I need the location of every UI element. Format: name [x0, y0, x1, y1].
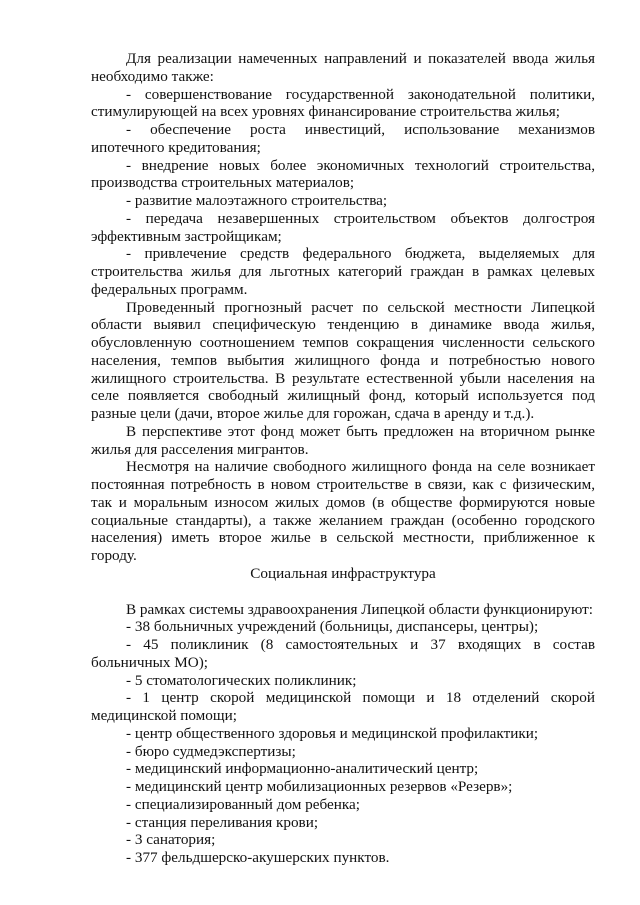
list-item-federal-funds: - привлечение средств федерального бюджета, выделяемых для строительства жилья для льготных категорий граждан в рамках целевых федеральных программ. [91, 245, 595, 298]
list-item-public-health: - центр общественного здоровья и медицинской профилактики; [126, 724, 539, 742]
paragraph-intro: Для реализации намеченных направлений и показателей ввода жилья необходимо также: [91, 50, 595, 85]
page-content [91, 50, 595, 867]
list-item-investments: - обеспечение роста инвестиций, использование механизмов ипотечного кредитования; [91, 121, 595, 156]
list-item-ambulance: - 1 центр скорой медицинской помощи и 18 отделений скорой медицинской помощи; [91, 689, 595, 724]
list-item-info-center: - медицинский информационно-аналитический центр; [126, 760, 479, 778]
list-item-polyclinics: - 45 поликлиник (8 самостоятельных и 37 входящих в состав больничных МО); [91, 636, 595, 671]
spacer [91, 583, 595, 601]
list-item-blood-station: - станция переливания крови; [126, 813, 319, 831]
paragraph-healthcare-intro: В рамках системы здравоохранения Липецкой области функционируют: [126, 600, 594, 618]
paragraph-demand: Несмотря на наличие свободного жилищного фонда на селе возникает постоянная потребность в новом строительстве в связи, как с физическим, так и моральным износом жилых домов (в обществе формируются новые социальные стандарты), а также желанием граждан (особенно городского населения) иметь второе жилье в сельской местности, приближенное к городу. [91, 458, 595, 564]
section-heading: Социальная инфраструктура [250, 564, 436, 582]
list-item-low-rise: - развитие малоэтажного строительства; [126, 192, 388, 209]
list-item-unfinished: - передача незавершенных строительством объектов долгостроя эффективным застройщикам; [91, 209, 595, 245]
list-item-technologies: - внедрение новых более экономичных технологий строительства, производства строительных материалов; [91, 156, 595, 192]
list-item-forensics: - бюро судмедэкспертизы; [126, 742, 296, 760]
list-item-legislation: - совершенствование государственной законодательной политики, стимулирующей на всех уровнях финансирование строительства жилья; [91, 85, 595, 121]
list-item-childrens-home: - специализированный дом ребенка; [126, 795, 360, 813]
paragraph-perspective: В перспективе этот фонд может быть предложен на вторичном рынке жилья для расселения мигрантов. [91, 422, 595, 458]
list-item-dental: - 5 стоматологических поликлиник; [126, 671, 357, 689]
list-item-hospitals: - 38 больничных учреждений (больницы, диспансеры, центры); [126, 618, 539, 636]
paragraph-forecast: Проведенный прогнозный расчет по сельской местности Липецкой области выявил специфическую тенденцию в динамике ввода жилья, обусловленную соотношением темпов сокращения численности сельского населения, темпов выбытия жилищного фонда и потребностью нового жилищного строительства. В результате естественной убыли населения на селе появляется свободный жилищный фонд, который используется под разные цели (дачи, второе жилье для горожан, сдача в аренду и т.д.). [91, 298, 595, 422]
list-item-sanatoriums: - 3 санатория; [126, 831, 216, 849]
list-item-reserve-center: - медицинский центр мобилизационных резервов «Резерв»; [126, 778, 513, 795]
list-item-paramedic-points: - 377 фельдшерско-акушерских пунктов. [126, 849, 390, 866]
